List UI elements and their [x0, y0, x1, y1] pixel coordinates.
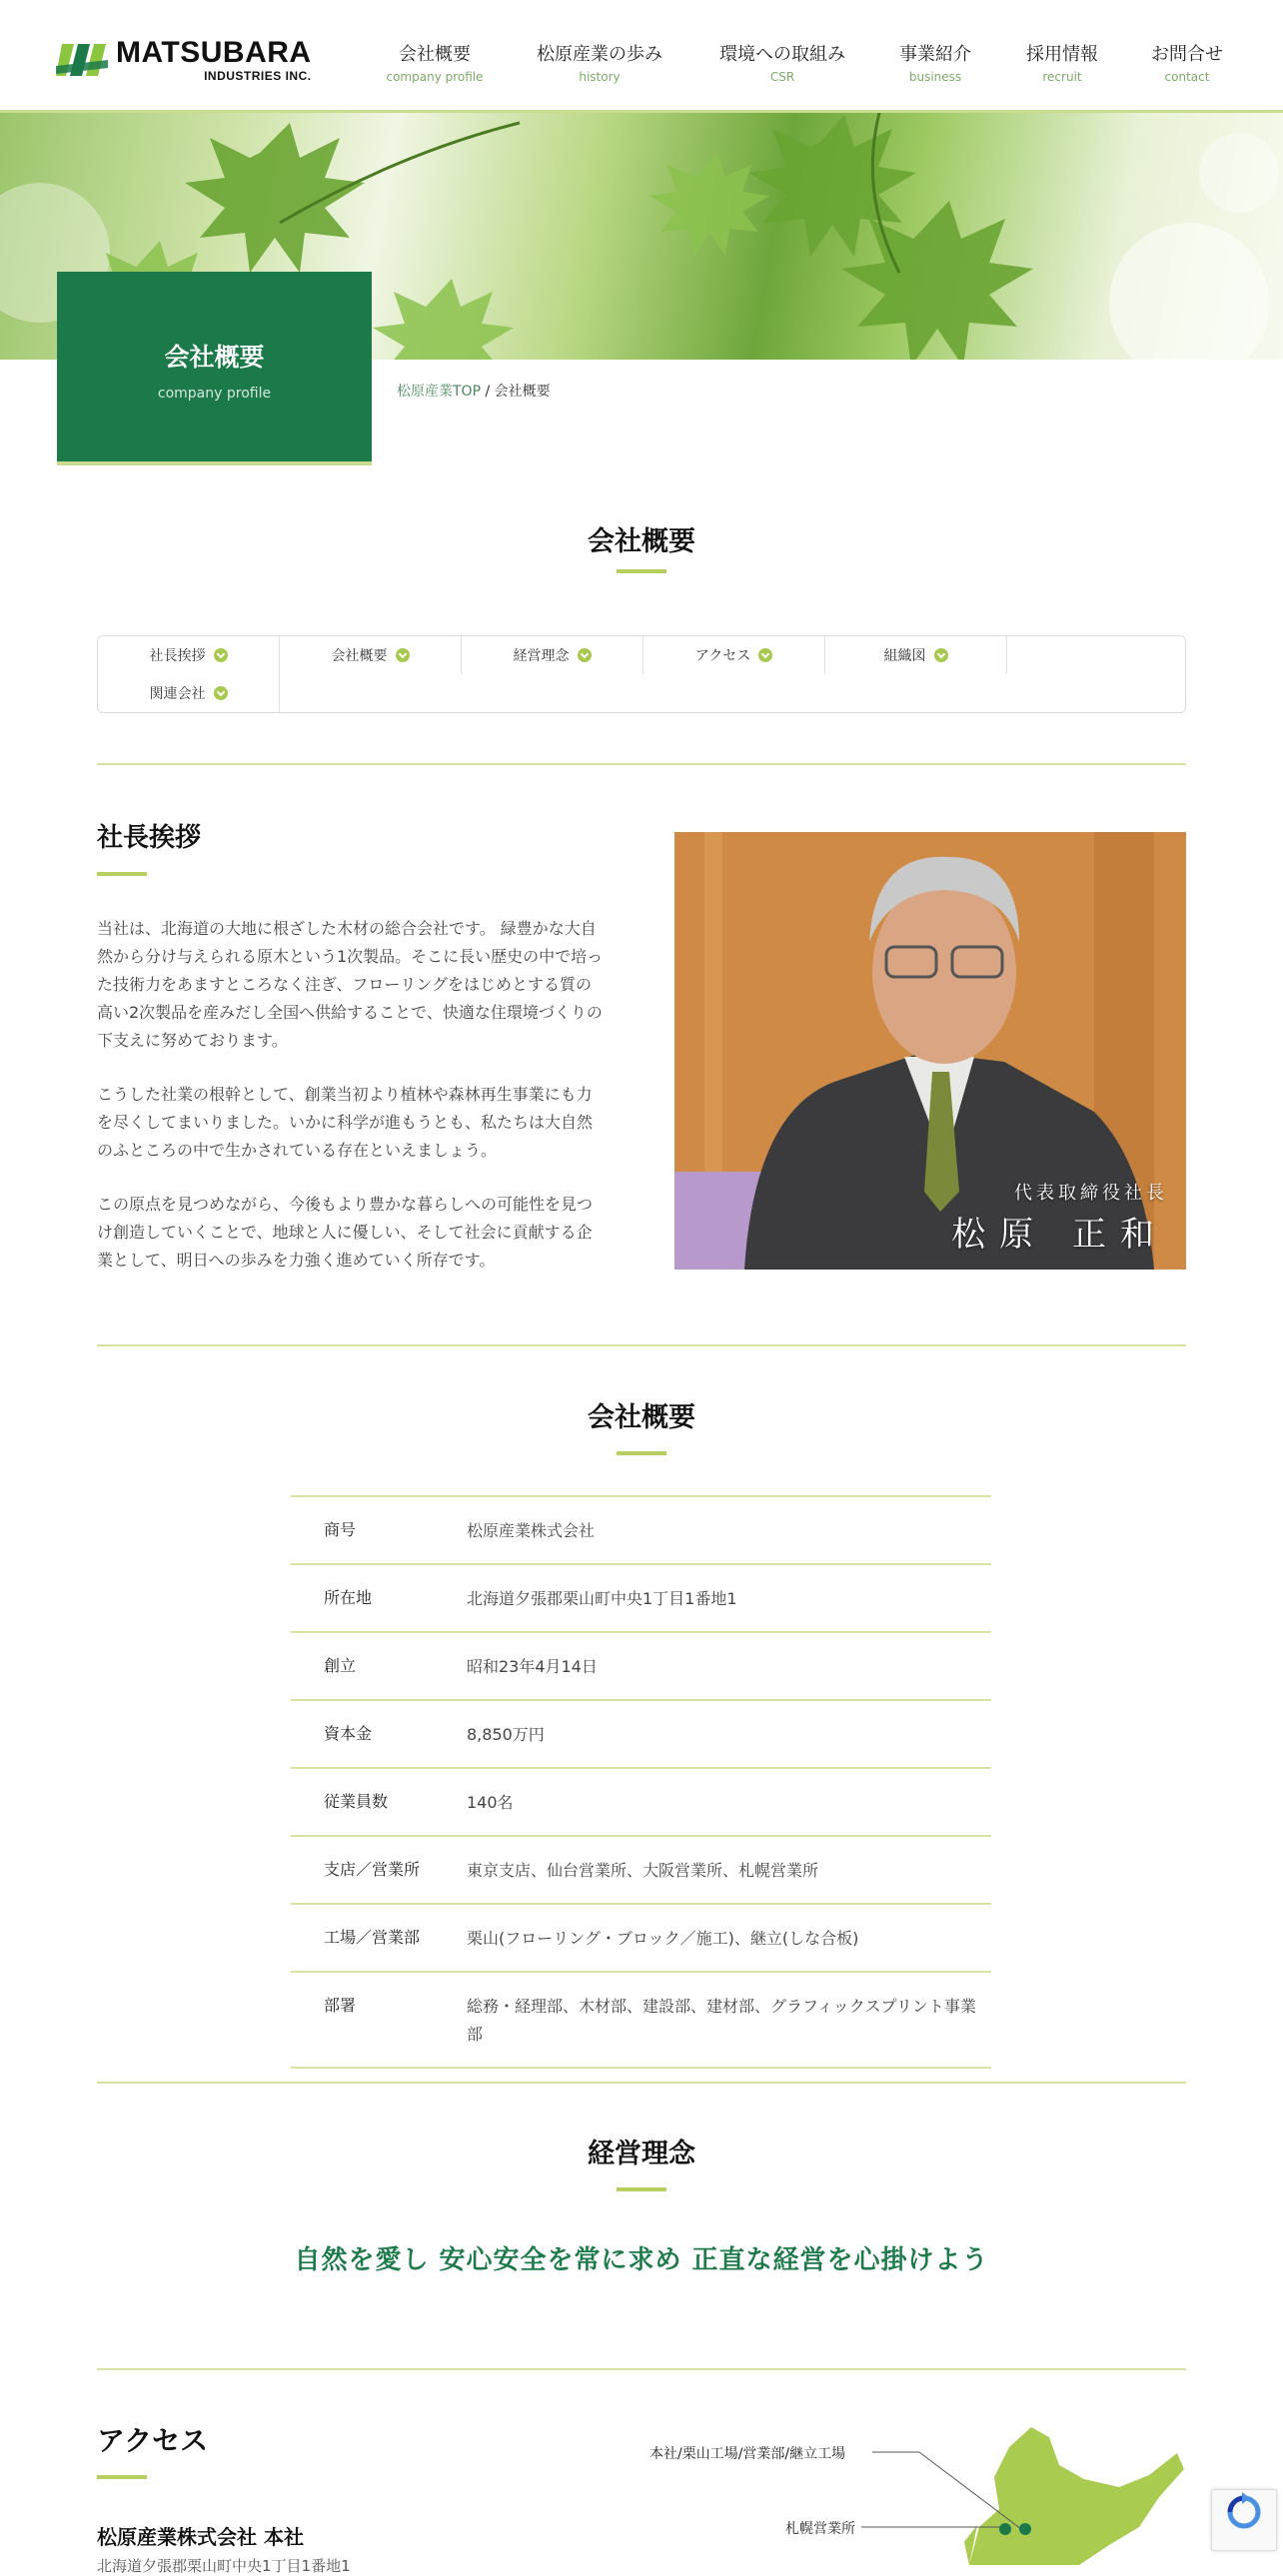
site-header [0, 0, 1283, 110]
anchor-label: 経営理念 [513, 648, 570, 664]
page-subtitle: company profile [157, 386, 272, 402]
table-value: 8,850万円 [467, 1725, 545, 1744]
section-divider [97, 1344, 1186, 1346]
map-label-hq: 本社/栗山工場/営業部/継立工場 [649, 2446, 846, 2462]
table-row [291, 1495, 991, 1563]
access-heading: アクセス [97, 2424, 209, 2457]
nav-sublabel: CSR [769, 70, 795, 84]
anchor-divider [279, 674, 280, 712]
table-row [291, 1835, 991, 1903]
greeting-body [97, 915, 607, 1300]
anchor-label: アクセス [694, 648, 751, 664]
breadcrumb-separator: / [485, 384, 491, 400]
anchor-label: 社長挨拶 [149, 648, 206, 664]
greeting-paragraph: こうした社業の根幹として、創業当初より植林や森林再生事業にも力を尽くしてまいりました。いかに科学が進もうとも、私たちは大自然のふところの中で生かされている存在といえましょう。 [97, 1085, 594, 1160]
nav-label: 松原産業の歩み [537, 44, 662, 65]
anchor-greeting[interactable] [98, 636, 279, 674]
nav-sublabel: company profile [386, 70, 484, 84]
philosophy-heading: 経営理念 [588, 2139, 695, 2169]
nav-csr[interactable] [711, 40, 853, 84]
greeting-title: 社長挨拶 [97, 823, 202, 853]
section-divider [97, 2082, 1186, 2084]
nav-sublabel: business [908, 70, 962, 84]
breadcrumb-home-link[interactable]: 松原産業TOP [397, 384, 482, 400]
section-divider [97, 763, 1186, 765]
overview-heading-bar [617, 569, 666, 573]
map-label-sapporo: 札幌営業所 [785, 2521, 855, 2537]
table-value: 140名 [467, 1793, 514, 1812]
anchor-company[interactable] [280, 636, 461, 674]
table-row [291, 1631, 991, 1699]
table-row [291, 1767, 991, 1835]
page-title: 会社概要 [164, 343, 265, 372]
table-row [291, 1699, 991, 1767]
table-label: 創立 [324, 1656, 357, 1675]
photo-caption-name: 松原 正和 [951, 1215, 1168, 1255]
main-nav [0, 36, 1283, 90]
nav-recruit[interactable] [1014, 40, 1110, 84]
company-info-table [291, 1495, 991, 2069]
nav-label: 会社概要 [399, 44, 471, 65]
nav-label: 事業紹介 [899, 44, 971, 65]
anchor-label: 組織図 [883, 648, 926, 664]
nav-sublabel: recruit [1042, 70, 1082, 84]
table-value: 栗山(フローリング・ブロック／施工)、継立(しな合板) [467, 1929, 859, 1948]
nav-company-profile[interactable] [380, 40, 490, 84]
philosophy-heading-bar [617, 2187, 666, 2191]
hq-address: 北海道夕張郡栗山町中央1丁目1番地1 [97, 2557, 351, 2575]
company-heading-bar [617, 1451, 666, 1455]
nav-sublabel: history [579, 70, 621, 84]
anchor-access[interactable] [643, 636, 824, 674]
president-photo [674, 832, 1186, 1270]
anchor-org-chart[interactable] [825, 636, 1006, 674]
hq-name: 松原産業株式会社 本社 [97, 2525, 304, 2549]
greeting-paragraph: この原点を見つめながら、今後もより豊かな暮らしへの可能性を見つけ創造していくことで、地球と人に優しい、そして社会に貢献する企業として、明日への歩みを力強く進めていく所存です。 [97, 1195, 594, 1270]
anchor-philosophy[interactable] [462, 636, 642, 674]
logo-subtitle: INDUSTRIES INC. [204, 69, 312, 83]
chevron-down-icon [934, 648, 948, 662]
anchor-nav [97, 635, 1186, 713]
table-row [291, 1563, 991, 1631]
section-divider [97, 2368, 1186, 2370]
breadcrumb-current: 会社概要 [494, 384, 551, 400]
anchor-label: 会社概要 [331, 648, 388, 664]
breadcrumb [397, 381, 551, 401]
anchor-divider [1006, 636, 1007, 674]
table-label: 支店／営業所 [324, 1860, 421, 1879]
chevron-down-icon [214, 686, 228, 700]
greeting-title-bar [97, 872, 147, 876]
table-label: 従業員数 [324, 1792, 389, 1811]
chevron-down-icon [214, 648, 228, 662]
nav-business[interactable] [887, 40, 983, 84]
recaptcha-icon [1212, 2490, 1276, 2534]
philosophy-motto: 自然を愛し 安心安全を常に求め 正直な経営を心掛けよう [294, 2245, 989, 2275]
anchor-label: 関連会社 [149, 686, 206, 702]
table-value: 松原産業株式会社 [467, 1521, 596, 1540]
table-label: 所在地 [324, 1588, 373, 1607]
table-value: 東京支店、仙台営業所、大阪営業所、札幌営業所 [467, 1861, 819, 1880]
logo-name: MATSUBARA [116, 36, 312, 69]
table-row [291, 1903, 991, 1971]
nav-history[interactable] [528, 40, 671, 84]
photo-caption-role: 代表取締役社長 [1014, 1183, 1168, 1204]
nav-label: お問合せ [1151, 44, 1223, 65]
access-heading-bar [97, 2475, 147, 2479]
photo-caption [951, 1179, 1168, 1256]
overview-heading: 会社概要 [588, 526, 695, 557]
nav-label: 環境への取組み [719, 44, 845, 65]
table-label: 商号 [324, 1520, 357, 1539]
page-title-box [57, 272, 372, 464]
nav-sublabel: contact [1164, 70, 1210, 84]
nav-contact[interactable] [1139, 40, 1235, 84]
table-row [291, 1971, 991, 2069]
nav-label: 採用情報 [1026, 44, 1098, 65]
title-box-accent [57, 461, 372, 465]
table-label: 工場／営業部 [324, 1928, 421, 1947]
greeting-paragraph: 当社は、北海道の大地に根ざした木材の総合会社です。 緑豊かな大自然から分け与えられる原木という1次製品。そこに長い歴史の中で培った技術力をあますところなく注ぎ、フローリングをはじめとする質の高い2次製品を産みだし全国へ供給することで、快適な住環境づくりの下支えに努めております。 [97, 919, 604, 1050]
table-label: 部署 [324, 1996, 357, 2015]
chevron-down-icon [396, 648, 410, 662]
chevron-down-icon [578, 648, 592, 662]
chevron-down-icon [758, 648, 772, 662]
company-heading: 会社概要 [588, 1402, 695, 1433]
recaptcha-badge[interactable] [1211, 2489, 1277, 2551]
table-value: 総務・経理部、木材部、建設部、建材部、グラフィックスプリント事業部 [467, 1997, 976, 2044]
table-value: 北海道夕張郡栗山町中央1丁目1番地1 [467, 1589, 737, 1608]
hokkaido-map [640, 2417, 1199, 2565]
table-label: 資本金 [324, 1724, 373, 1743]
anchor-affiliates[interactable] [98, 674, 279, 712]
table-value: 昭和23年4月14日 [467, 1657, 598, 1676]
